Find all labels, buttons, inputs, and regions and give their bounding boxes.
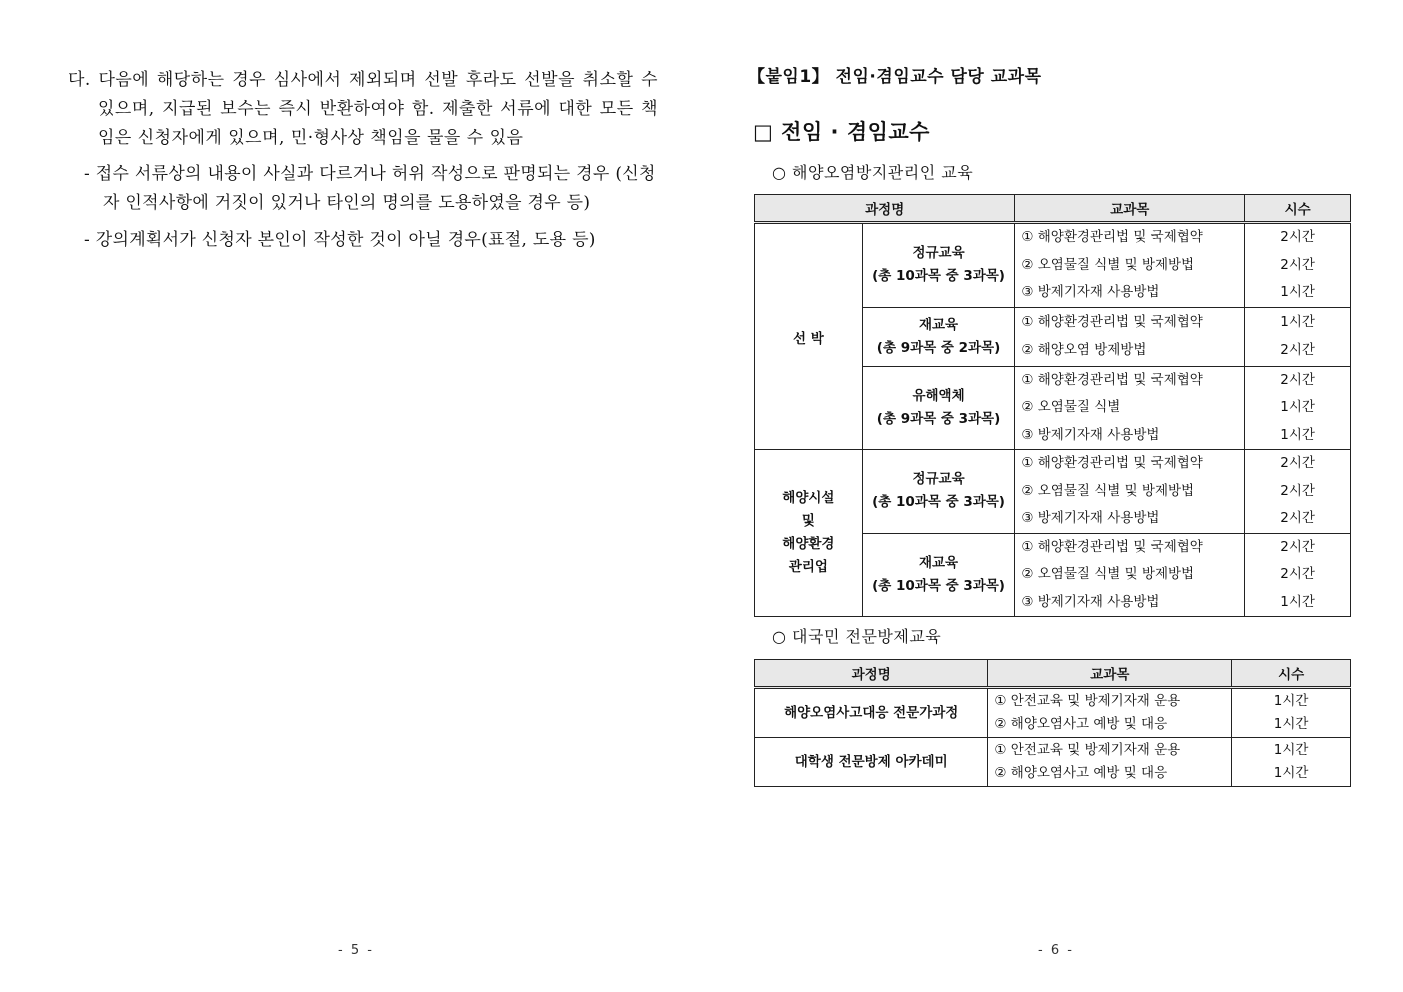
hours-item: 2시간 [1280, 371, 1315, 388]
subject-item: ① 해양환경관리법 및 국제협약 [1021, 314, 1203, 330]
hours-item: 1시간 [1273, 742, 1309, 758]
subject-item: ② 해양오염 방제방법 [1021, 341, 1147, 358]
para-da-line-2: 수 있으며, 지급된 보수는 즉시 반환하여야 함. 제출한 서류에 대한 [98, 70, 659, 119]
table-row [755, 738, 1351, 787]
attachment-title: 【붙임1】 전임·겸임교수 담당 교과목 [748, 67, 1042, 87]
course-count: (총 10과목 중 3과목) [872, 268, 1005, 285]
course-name [862, 450, 1015, 534]
hours-item: 1시간 [1280, 426, 1315, 443]
course-title: 재교육 [918, 316, 959, 333]
header-hours: 시수 [1232, 660, 1351, 688]
course-count: (총 9과목 중 3과목) [876, 410, 1001, 427]
subject-item: ② 오염물질 식별 및 방제방법 [1021, 482, 1195, 499]
hours-item: 2시간 [1280, 538, 1315, 555]
category-line: 해양환경 [782, 536, 835, 552]
subject-item: ① 해양환경관리법 및 국제협약 [1021, 455, 1203, 471]
subject-item: ② 오염물질 식별 및 방제방법 [1021, 566, 1195, 582]
category-line: 및 [801, 513, 815, 529]
paragraph-da [68, 66, 658, 153]
course-name [862, 533, 1015, 617]
page-6 [700, 0, 1403, 992]
category-line: 관리업 [788, 559, 828, 575]
hours-item: 2시간 [1280, 510, 1315, 526]
course-name: 해양오염사고대응 전문가과정 [755, 688, 988, 738]
header-course: 과정명 [755, 195, 1015, 223]
hours-item: 1시간 [1273, 716, 1309, 732]
table-header-row [755, 660, 1351, 688]
header-hours: 시수 [1245, 195, 1351, 223]
subject-item: ② 오염물질 식별 [1021, 399, 1121, 415]
subjects-table-2 [754, 659, 1351, 787]
hours-list [1245, 450, 1351, 534]
hours-list [1245, 307, 1351, 366]
subject-item: ① 안전교육 및 방제기자재 운용 [994, 742, 1181, 758]
course-title: 재교육 [918, 554, 959, 571]
hours-item: 2시간 [1280, 256, 1315, 273]
hours-item: 2시간 [1280, 455, 1315, 471]
hours-item: 2시간 [1280, 229, 1315, 245]
subject-item: ① 안전교육 및 방제기자재 운용 [994, 693, 1181, 709]
hours-list [1245, 366, 1351, 450]
course-count: (총 10과목 중 3과목) [872, 577, 1005, 594]
hours-item: 1시간 [1280, 284, 1315, 300]
hours-item: 1시간 [1273, 693, 1309, 709]
hours-item: 1시간 [1280, 399, 1315, 415]
subject-list [1015, 223, 1245, 308]
subject-item: ② 오염물질 식별 및 방제방법 [1021, 256, 1195, 273]
header-subject: 교과목 [1015, 195, 1245, 223]
subject-list [988, 738, 1232, 787]
hours-item: 2시간 [1280, 566, 1315, 582]
hours-list [1232, 738, 1351, 787]
course-title: 유해액체 [912, 387, 965, 404]
table-row [755, 450, 1351, 534]
subjects-table-1 [754, 194, 1351, 617]
subject-item: ① 해양환경관리법 및 국제협약 [1021, 371, 1203, 388]
course-name [862, 366, 1015, 450]
section-title: □ 전임 · 겸임교수 [753, 120, 930, 144]
subject-list [1015, 366, 1245, 450]
page-number: - 6 - [1038, 943, 1074, 958]
subject-item: ③ 방제기자재 사용방법 [1021, 510, 1160, 526]
course-count: (총 9과목 중 2과목) [876, 339, 1001, 356]
subject-item: ③ 방제기자재 사용방법 [1021, 426, 1160, 443]
table-row [755, 223, 1351, 308]
course-name [862, 307, 1015, 366]
course-count: (총 10과목 중 3과목) [872, 494, 1005, 511]
dash-1-line-2: (신청자 인적사항에 거짓이 있거나 타인의 명의를 도용하였을 경우 등) [103, 164, 656, 213]
subject-list [1015, 307, 1245, 366]
para-da-line-3: 모든 책임은 신청자에게 있으며, 민·형사상 책임을 물을 수 있음 [98, 99, 658, 148]
subject-item: ③ 방제기자재 사용방법 [1021, 284, 1160, 300]
course-title: 정규교육 [912, 245, 965, 262]
table-row [755, 688, 1351, 738]
subject-list [1015, 533, 1245, 617]
hours-item: 2시간 [1280, 482, 1315, 499]
subject-list [988, 688, 1232, 738]
category-ship: 선 박 [755, 223, 863, 450]
subject-list [1015, 450, 1245, 534]
table-header-row [755, 195, 1351, 223]
page-5 [0, 0, 700, 992]
subsection-title-2: ○ 대국민 전문방제교육 [772, 627, 942, 646]
dash-item-2: - 강의계획서가 신청자 본인이 작성한 것이 아닐 경우(표절, 도용 등) [84, 230, 596, 250]
paragraph-da-text [68, 66, 658, 153]
header-subject: 교과목 [988, 660, 1232, 688]
course-name [862, 223, 1015, 308]
dash-item-1 [84, 160, 659, 218]
hours-list [1245, 223, 1351, 308]
subject-item: ① 해양환경관리법 및 국제협약 [1021, 538, 1203, 555]
dash-1-line-1: - 접수 서류상의 내용이 사실과 다르거나 허위 작성으로 판명되는 경우 [84, 164, 610, 184]
hours-list [1232, 688, 1351, 738]
subject-item: ① 해양환경관리법 및 국제협약 [1021, 229, 1203, 245]
subject-item: ② 해양오염사고 예방 및 대응 [994, 716, 1168, 732]
page-number: - 5 - [338, 943, 374, 958]
para-da-line-1: 다. 다음에 해당하는 경우 심사에서 제외되며 선발 후라도 선발을 취소할 [68, 70, 634, 90]
hours-list [1245, 533, 1351, 617]
hours-item: 1시간 [1273, 765, 1309, 781]
course-name: 대학생 전문방제 아카데미 [755, 738, 988, 787]
subject-item: ③ 방제기자재 사용방법 [1021, 593, 1160, 610]
subsection-title-1: ○ 해양오염방지관리인 교육 [772, 163, 974, 182]
subject-item: ② 해양오염사고 예방 및 대응 [994, 765, 1168, 781]
hours-item: 1시간 [1280, 314, 1315, 330]
hours-item: 2시간 [1280, 341, 1315, 358]
header-course: 과정명 [755, 660, 988, 688]
category-line: 해양시설 [782, 490, 835, 506]
category-facility [755, 450, 863, 617]
course-title: 정규교육 [912, 471, 965, 488]
hours-item: 1시간 [1280, 593, 1315, 610]
